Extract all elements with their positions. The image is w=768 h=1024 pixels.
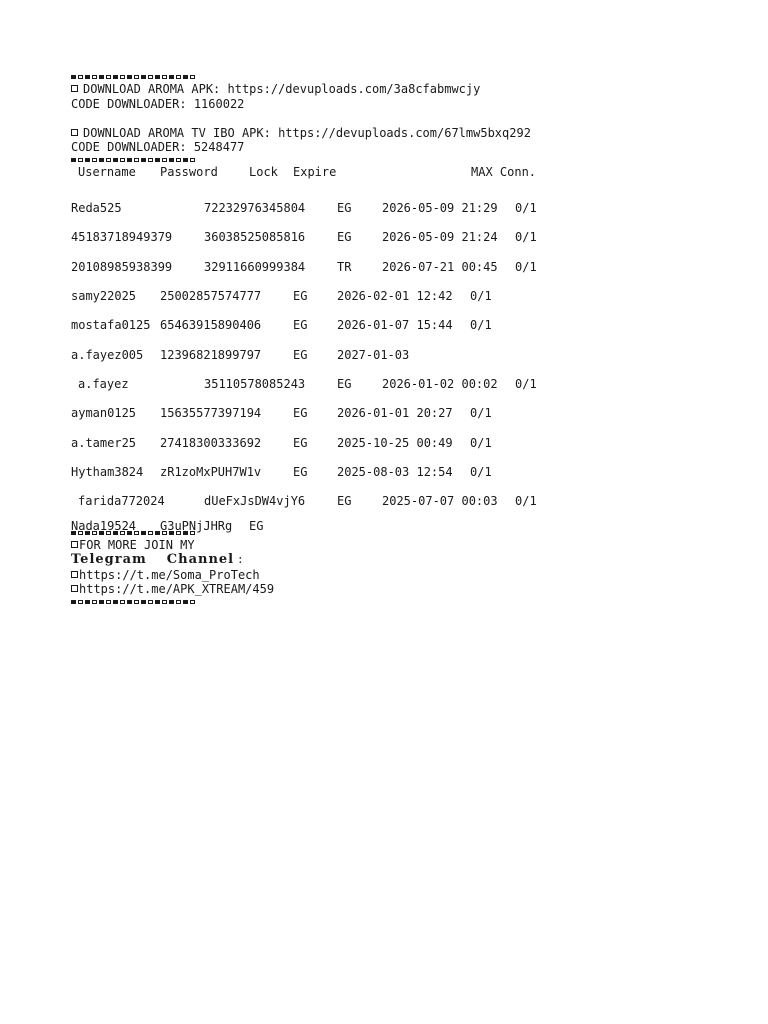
divider-block bbox=[78, 600, 83, 604]
checkbox-icon bbox=[71, 129, 78, 136]
header-password: Password bbox=[160, 164, 218, 179]
divider-block bbox=[120, 75, 125, 79]
cell-expire: 2027-01-03 bbox=[337, 347, 410, 362]
cell-lock: EG bbox=[293, 406, 308, 421]
cell-password: 25002857574777 bbox=[160, 289, 262, 304]
divider-block bbox=[78, 158, 83, 162]
header-maxconn: MAX Conn. bbox=[471, 164, 537, 179]
cell-password: 72232976345804 bbox=[204, 201, 306, 216]
divider-block bbox=[176, 75, 181, 79]
cell-password: G3uPNjJHRg bbox=[160, 519, 233, 534]
checkbox-icon bbox=[71, 585, 78, 592]
cell-lock: EG bbox=[337, 376, 352, 391]
cell-password: 36038525085816 bbox=[204, 230, 306, 245]
cell-conn: 0/1 bbox=[515, 494, 537, 509]
cell-conn: 0/1 bbox=[470, 318, 492, 333]
cell-expire: 2026-05-09 21:29 bbox=[382, 201, 498, 216]
header-expire: Expire bbox=[293, 164, 337, 179]
divider-block bbox=[99, 158, 104, 162]
divider-top bbox=[71, 73, 751, 81]
cell-username: Nada19524 bbox=[71, 519, 137, 534]
divider-block bbox=[183, 158, 188, 162]
cell-conn: 0/1 bbox=[515, 376, 537, 391]
header-username: Username bbox=[78, 164, 136, 179]
divider-block bbox=[78, 75, 83, 79]
divider-block bbox=[190, 600, 195, 604]
cell-expire: 2026-02-01 12:42 bbox=[337, 289, 453, 304]
table-row bbox=[71, 194, 751, 223]
download-aroma-tv-label: DOWNLOAD AROMA TV IBO APK: https://devuploads.com/67lmw5bxq292 bbox=[83, 125, 531, 140]
cell-username: a.tamer25 bbox=[71, 435, 137, 450]
telegram-link-1[interactable]: https://t.me/Soma_ProTech bbox=[79, 567, 260, 582]
cell-lock: EG bbox=[293, 318, 308, 333]
download-aroma-line bbox=[71, 82, 751, 97]
cell-username: farida772024 bbox=[78, 494, 165, 509]
cell-lock: EG bbox=[337, 201, 352, 216]
telegram-word: Telegram bbox=[71, 552, 147, 568]
divider-block bbox=[99, 75, 104, 79]
cell-username: 45183718949379 bbox=[71, 230, 173, 245]
cell-expire: 2025-07-07 00:03 bbox=[382, 494, 498, 509]
divider-block bbox=[155, 600, 160, 604]
cell-expire: 2026-05-09 21:24 bbox=[382, 230, 498, 245]
cell-username: mostafa0125 bbox=[71, 318, 151, 333]
cell-password: 32911660999384 bbox=[204, 259, 306, 274]
cell-lock: EG bbox=[249, 519, 264, 534]
join-line bbox=[71, 538, 751, 553]
download-aroma-tv-line bbox=[71, 126, 751, 141]
cell-lock: EG bbox=[293, 347, 308, 362]
divider-block bbox=[176, 158, 181, 162]
table-row bbox=[71, 399, 751, 428]
divider-block bbox=[183, 600, 188, 604]
divider-block bbox=[169, 158, 174, 162]
divider-block bbox=[85, 600, 90, 604]
cell-expire: 2026-07-21 00:45 bbox=[382, 259, 498, 274]
divider-block bbox=[183, 75, 188, 79]
table-row bbox=[71, 487, 751, 516]
divider-mid bbox=[71, 156, 751, 164]
cell-password: 27418300333692 bbox=[160, 435, 262, 450]
checkbox-icon bbox=[71, 541, 78, 548]
telegram-link-2[interactable]: https://t.me/APK_XTREAM/459 bbox=[79, 582, 275, 597]
divider-block bbox=[92, 600, 97, 604]
divider-block bbox=[134, 158, 139, 162]
table-header bbox=[71, 165, 751, 180]
table-row bbox=[71, 282, 751, 311]
divider-block bbox=[106, 75, 111, 79]
divider-block bbox=[127, 75, 132, 79]
cell-username: Reda525 bbox=[71, 201, 122, 216]
divider-block bbox=[148, 600, 153, 604]
cell-conn: 0/1 bbox=[515, 230, 537, 245]
download-aroma-label: DOWNLOAD AROMA APK: https://devuploads.com/3a8cfabmwcjy bbox=[83, 82, 481, 96]
table-row bbox=[71, 311, 751, 340]
divider-block bbox=[127, 600, 132, 604]
cell-username: Hytham3824 bbox=[71, 464, 144, 479]
divider-block bbox=[127, 158, 132, 162]
cell-password: dUeFxJsDW4vjY6 bbox=[204, 494, 306, 509]
channel-word: Channel bbox=[166, 552, 235, 568]
cell-username: ayman0125 bbox=[71, 406, 137, 421]
divider-block bbox=[169, 75, 174, 79]
cell-conn: 0/1 bbox=[470, 464, 492, 479]
join-text: FOR MORE JOIN MY bbox=[79, 538, 195, 553]
divider-block bbox=[106, 158, 111, 162]
table-row bbox=[71, 429, 751, 458]
divider-block bbox=[190, 158, 195, 162]
divider-block bbox=[169, 600, 174, 604]
divider-block bbox=[134, 75, 139, 79]
cell-password: 12396821899797 bbox=[160, 347, 262, 362]
checkbox-icon bbox=[71, 571, 78, 578]
cell-lock: TR bbox=[337, 259, 352, 274]
divider-block bbox=[113, 158, 118, 162]
divider-block bbox=[141, 600, 146, 604]
cell-username: 20108985938399 bbox=[71, 259, 173, 274]
cell-username: a.fayez005 bbox=[71, 347, 144, 362]
divider-block bbox=[85, 75, 90, 79]
divider-block bbox=[99, 600, 104, 604]
divider-block bbox=[71, 158, 76, 162]
divider-block bbox=[120, 600, 125, 604]
table-row bbox=[71, 223, 751, 252]
divider-block bbox=[71, 600, 76, 604]
checkbox-icon bbox=[71, 85, 78, 92]
table-row bbox=[71, 253, 751, 282]
divider-block bbox=[71, 75, 76, 79]
divider-block bbox=[176, 600, 181, 604]
cell-conn: 0/1 bbox=[470, 435, 492, 450]
cell-conn: 0/1 bbox=[515, 201, 537, 216]
cell-lock: EG bbox=[293, 464, 308, 479]
cell-conn: 0/1 bbox=[470, 289, 492, 304]
divider-block bbox=[162, 75, 167, 79]
divider-block bbox=[113, 600, 118, 604]
divider-block bbox=[106, 600, 111, 604]
divider-bottom bbox=[71, 598, 751, 606]
divider-block bbox=[148, 158, 153, 162]
table-row bbox=[71, 370, 751, 399]
telegram-channel-line bbox=[71, 553, 751, 568]
cell-expire: 2025-08-03 12:54 bbox=[337, 464, 453, 479]
divider-block bbox=[141, 75, 146, 79]
divider-block bbox=[162, 158, 167, 162]
divider-block bbox=[148, 75, 153, 79]
table-row bbox=[71, 341, 751, 370]
cell-expire: 2026-01-07 15:44 bbox=[337, 318, 453, 333]
cell-expire: 2026-01-01 20:27 bbox=[337, 406, 453, 421]
link-line-1[interactable] bbox=[71, 568, 751, 583]
cell-password: zR1zoMxPUH7W1v bbox=[160, 464, 262, 479]
cell-expire: 2026-01-02 00:02 bbox=[382, 376, 498, 391]
divider-block bbox=[162, 600, 167, 604]
cell-username: a.fayez bbox=[78, 376, 129, 391]
download-aroma-code: CODE DOWNLOADER: 1160022 bbox=[71, 96, 245, 111]
cell-lock: EG bbox=[337, 230, 352, 245]
cell-password: 65463915890406 bbox=[160, 318, 262, 333]
divider-block bbox=[92, 75, 97, 79]
divider-block bbox=[155, 75, 160, 79]
cell-conn: 0/1 bbox=[515, 259, 537, 274]
table-row bbox=[71, 516, 751, 536]
divider-block bbox=[120, 158, 125, 162]
divider-block bbox=[85, 158, 90, 162]
cell-lock: EG bbox=[293, 289, 308, 304]
download-aroma-tv-code: CODE DOWNLOADER: 5248477 bbox=[71, 140, 245, 155]
colon: : bbox=[238, 552, 244, 568]
header-lock: Lock bbox=[249, 164, 278, 179]
divider-block bbox=[190, 75, 195, 79]
divider-block bbox=[155, 158, 160, 162]
document bbox=[71, 72, 751, 607]
cell-password: 15635577397194 bbox=[160, 406, 262, 421]
divider-block bbox=[113, 75, 118, 79]
cell-lock: EG bbox=[337, 494, 352, 509]
divider-block bbox=[141, 158, 146, 162]
divider-block bbox=[92, 158, 97, 162]
cell-conn: 0/1 bbox=[470, 406, 492, 421]
cell-username: samy22025 bbox=[71, 289, 137, 304]
cell-password: 35110578085243 bbox=[204, 376, 306, 391]
cell-expire: 2025-10-25 00:49 bbox=[337, 435, 453, 450]
cell-lock: EG bbox=[293, 435, 308, 450]
divider-block bbox=[134, 600, 139, 604]
link-line-2[interactable] bbox=[71, 582, 751, 597]
table-row bbox=[71, 458, 751, 487]
